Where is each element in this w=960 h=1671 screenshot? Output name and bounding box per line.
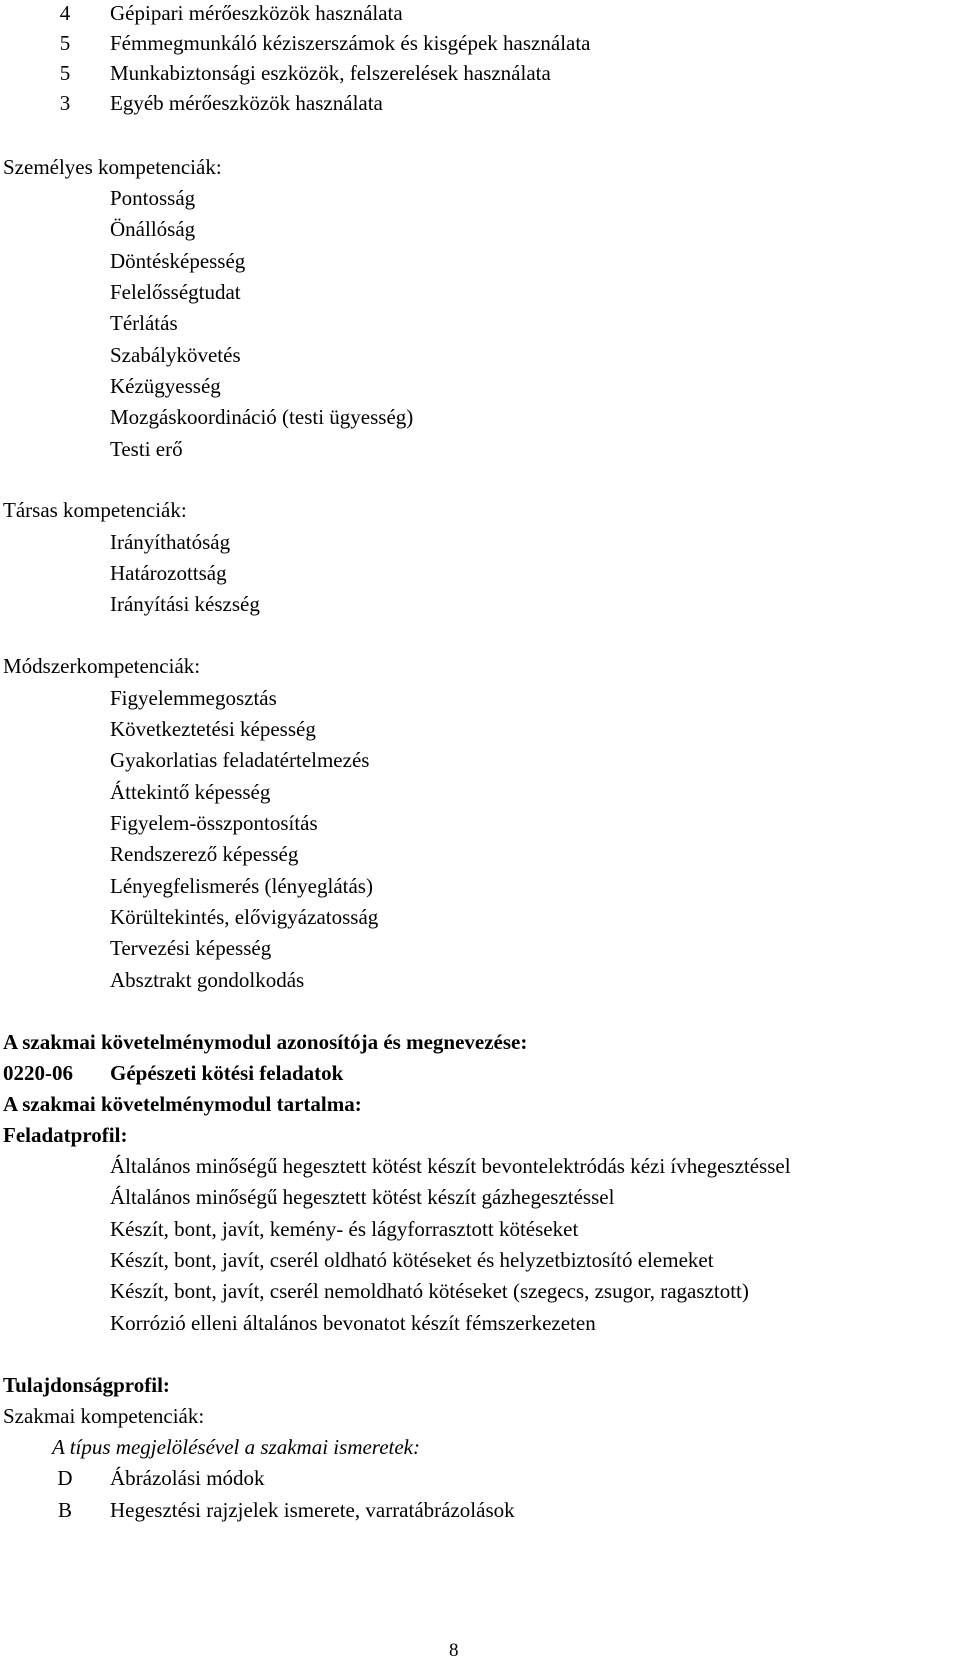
list-item: Önállóság [110, 217, 196, 241]
list-item: Fémmegmunkáló kéziszerszámok és kisgépek használata [110, 31, 591, 55]
list-item: Felelősségtudat [110, 280, 241, 304]
list-item: Mozgáskoordináció (testi ügyesség) [110, 405, 414, 429]
module-name: Gépészeti kötési feladatok [110, 1061, 344, 1085]
list-item: Figyelemmegosztás [110, 686, 277, 710]
type-code: B [57, 1498, 72, 1522]
list-item: Döntésképesség [110, 249, 246, 273]
list-item: Általános minőségű hegesztett kötést készít gázhegesztéssel [110, 1185, 615, 1209]
list-item: Következtetési képesség [110, 717, 316, 741]
list-item: Lényegfelismerés (lényeglátás) [110, 874, 373, 898]
list-item: Irányítási készség [110, 592, 260, 616]
module-code: 0220-06 [3, 1061, 73, 1085]
section-heading: Tulajdonságprofil: [3, 1373, 170, 1397]
level-code: 3 [59, 91, 71, 115]
list-item: Gyakorlatias feladatértelmezés [110, 748, 370, 772]
list-item: Hegesztési rajzjelek ismerete, varratábrázolások [110, 1498, 515, 1522]
level-code: 5 [59, 61, 71, 85]
list-item: Készít, bont, javít, kemény- és lágyforrasztott kötéseket [110, 1217, 579, 1241]
section-heading: Személyes kompetenciák: [3, 155, 222, 179]
list-item: Szabálykövetés [110, 343, 241, 367]
list-item: Rendszerező képesség [110, 842, 299, 866]
list-item: Térlátás [110, 311, 178, 335]
level-code: 4 [59, 1, 71, 25]
list-item: Pontosság [110, 186, 196, 210]
list-item: Egyéb mérőeszközök használata [110, 91, 383, 115]
knowledge-heading: A típus megjelölésével a szakmai ismeretek: [52, 1435, 420, 1459]
list-item: Irányíthatóság [110, 530, 231, 554]
list-item: Körültekintés, elővigyázatosság [110, 905, 379, 929]
sub-heading: Szakmai kompetenciák: [3, 1404, 205, 1428]
list-item: Kézügyesség [110, 374, 221, 398]
list-item: Gépipari mérőeszközök használata [110, 1, 403, 25]
list-item: Általános minőségű hegesztett kötést készít bevontelektródás kézi ívhegesztéssel [110, 1154, 791, 1178]
section-heading: Feladatprofil: [3, 1123, 128, 1147]
list-item: Áttekintő képesség [110, 780, 271, 804]
list-item: Ábrázolási módok [110, 1466, 265, 1490]
section-heading: Társas kompetenciák: [3, 498, 187, 522]
module-content-heading: A szakmai követelménymodul tartalma: [3, 1092, 362, 1116]
page-number: 8 [449, 1640, 459, 1661]
list-item: Testi erő [110, 437, 183, 461]
type-code: D [57, 1466, 73, 1490]
level-code: 5 [59, 31, 71, 55]
list-item: Figyelem-összpontosítás [110, 811, 318, 835]
list-item: Korrózió elleni általános bevonatot készít fémszerkezeten [110, 1311, 596, 1335]
module-id-heading: A szakmai követelménymodul azonosítója és megnevezése: [3, 1030, 528, 1054]
section-heading: Módszerkompetenciák: [3, 654, 201, 678]
list-item: Készít, bont, javít, cserél oldható kötéseket és helyzetbiztosító elemeket [110, 1248, 714, 1272]
list-item: Absztrakt gondolkodás [110, 968, 305, 992]
list-item: Tervezési képesség [110, 936, 272, 960]
list-item: Készít, bont, javít, cserél nemoldható kötéseket (szegecs, zsugor, ragasztott) [110, 1279, 749, 1303]
list-item: Határozottság [110, 561, 227, 585]
list-item: Munkabiztonsági eszközök, felszerelések használata [110, 61, 551, 85]
